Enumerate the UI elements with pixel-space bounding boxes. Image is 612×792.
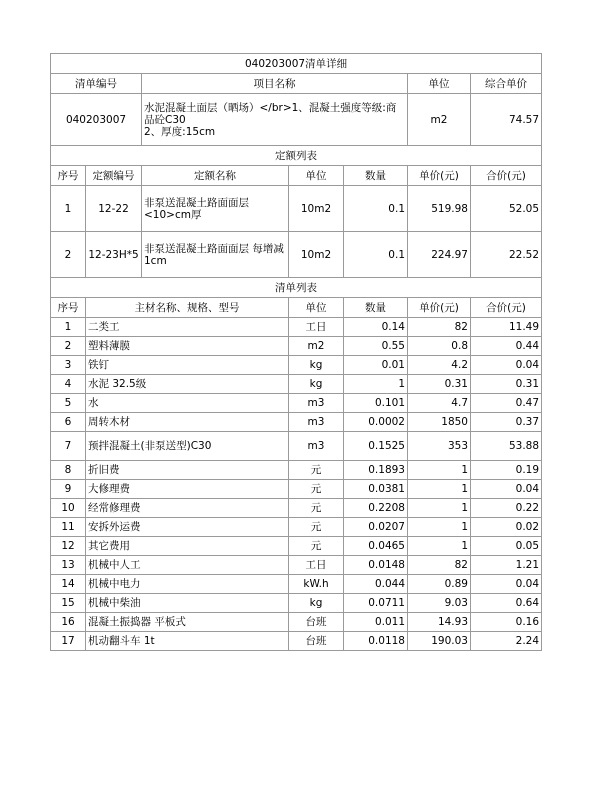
- material-price: 1: [408, 518, 471, 537]
- bill-unit-header: 单位: [408, 74, 471, 94]
- material-total: 0.47: [471, 394, 542, 413]
- quota-price: 224.97: [408, 232, 471, 278]
- quota-unit: 10m2: [289, 232, 344, 278]
- material-row: [51, 413, 542, 432]
- material-price: 4.7: [408, 394, 471, 413]
- material-row: [51, 461, 542, 480]
- quota-unit-header: 单位: [289, 166, 344, 186]
- material-seq: 17: [51, 632, 86, 651]
- material-seq: 14: [51, 575, 86, 594]
- material-qty: 0.101: [344, 394, 408, 413]
- quota-code: 12-22: [86, 186, 142, 232]
- quota-total-header: 合价(元): [471, 166, 542, 186]
- material-qty: 0.01: [344, 356, 408, 375]
- material-seq: 1: [51, 318, 86, 337]
- material-total: 0.05: [471, 537, 542, 556]
- material-qty: 0.14: [344, 318, 408, 337]
- material-price: 1: [408, 480, 471, 499]
- material-total: 11.49: [471, 318, 542, 337]
- table-title: 040203007清单详细: [51, 54, 542, 74]
- material-qty: 0.1893: [344, 461, 408, 480]
- material-name: 安拆外运费: [86, 518, 289, 537]
- material-seq: 2: [51, 337, 86, 356]
- material-unit: m3: [289, 413, 344, 432]
- material-price: 1: [408, 461, 471, 480]
- quota-name: 非泵送混凝土路面面层<10>cm厚: [142, 186, 289, 232]
- material-unit: 台班: [289, 632, 344, 651]
- bill-name-line1: 水泥混凝土面层（晒场）</br>1、混凝土强度等级:商品砼C30: [144, 101, 397, 126]
- material-name: 大修理费: [86, 480, 289, 499]
- material-total: 0.31: [471, 375, 542, 394]
- material-seq: 15: [51, 594, 86, 613]
- quota-qty: 0.1: [344, 186, 408, 232]
- quota-section-title: 定额列表: [51, 146, 542, 166]
- bill-code-header: 清单编号: [51, 74, 142, 94]
- material-qty: 0.1525: [344, 432, 408, 461]
- quota-total: 52.05: [471, 186, 542, 232]
- material-name: 机械中人工: [86, 556, 289, 575]
- material-price: 1850: [408, 413, 471, 432]
- material-seq: 5: [51, 394, 86, 413]
- material-qty: 0.044: [344, 575, 408, 594]
- material-row: [51, 556, 542, 575]
- material-price: 353: [408, 432, 471, 461]
- material-seq: 11: [51, 518, 86, 537]
- material-seq: 7: [51, 432, 86, 461]
- quota-unit: 10m2: [289, 186, 344, 232]
- material-total: 0.44: [471, 337, 542, 356]
- material-row: [51, 594, 542, 613]
- quota-price-header: 单价(元): [408, 166, 471, 186]
- material-qty: 0.0002: [344, 413, 408, 432]
- material-name: 折旧费: [86, 461, 289, 480]
- material-qty: 0.0148: [344, 556, 408, 575]
- material-name: 混凝土振捣器 平板式: [86, 613, 289, 632]
- material-price: 82: [408, 318, 471, 337]
- material-total: 0.64: [471, 594, 542, 613]
- material-name-header: 主材名称、规格、型号: [86, 298, 289, 318]
- material-row: [51, 575, 542, 594]
- material-price: 1: [408, 499, 471, 518]
- material-name: 机动翻斗车 1t: [86, 632, 289, 651]
- material-price: 1: [408, 537, 471, 556]
- material-price: 0.89: [408, 575, 471, 594]
- material-price: 4.2: [408, 356, 471, 375]
- material-name: 机械中电力: [86, 575, 289, 594]
- bill-unit-price: 74.57: [471, 94, 542, 146]
- material-name: 其它费用: [86, 537, 289, 556]
- material-seq: 6: [51, 413, 86, 432]
- quota-total: 22.52: [471, 232, 542, 278]
- quota-row: [51, 186, 542, 232]
- quota-row: [51, 232, 542, 278]
- material-name: 塑料薄膜: [86, 337, 289, 356]
- bill-unit-price-header: 综合单价: [471, 74, 542, 94]
- material-price: 14.93: [408, 613, 471, 632]
- bill-name: [142, 94, 408, 146]
- quota-qty-header: 数量: [344, 166, 408, 186]
- material-qty: 0.55: [344, 337, 408, 356]
- material-name: 水: [86, 394, 289, 413]
- quota-seq-header: 序号: [51, 166, 86, 186]
- material-qty: 0.0381: [344, 480, 408, 499]
- material-total: 0.04: [471, 575, 542, 594]
- material-row: [51, 632, 542, 651]
- material-seq: 3: [51, 356, 86, 375]
- material-unit: 元: [289, 518, 344, 537]
- material-qty: 0.0118: [344, 632, 408, 651]
- material-section-title: 清单列表: [51, 278, 542, 298]
- material-name: 预拌混凝土(非泵送型)C30: [86, 432, 289, 461]
- material-name: 水泥 32.5级: [86, 375, 289, 394]
- material-unit: m2: [289, 337, 344, 356]
- material-unit: m3: [289, 432, 344, 461]
- material-total-header: 合价(元): [471, 298, 542, 318]
- quota-name: 非泵送混凝土路面面层 每增减1cm: [142, 232, 289, 278]
- material-row: [51, 337, 542, 356]
- material-qty: 0.0465: [344, 537, 408, 556]
- material-total: 0.16: [471, 613, 542, 632]
- material-seq: 8: [51, 461, 86, 480]
- material-total: 0.04: [471, 480, 542, 499]
- material-seq: 4: [51, 375, 86, 394]
- material-price: 82: [408, 556, 471, 575]
- material-unit: 元: [289, 537, 344, 556]
- material-name: 经常修理费: [86, 499, 289, 518]
- material-qty: 0.0207: [344, 518, 408, 537]
- bill-code: 040203007: [51, 94, 142, 146]
- quota-code: 12-23H*5: [86, 232, 142, 278]
- material-total: 0.37: [471, 413, 542, 432]
- material-unit-header: 单位: [289, 298, 344, 318]
- material-unit: 工日: [289, 318, 344, 337]
- bill-name-line2: 2、厚度:15cm: [144, 125, 216, 138]
- material-unit: 台班: [289, 613, 344, 632]
- quota-name-header: 定额名称: [142, 166, 289, 186]
- material-price: 0.8: [408, 337, 471, 356]
- material-price-header: 单价(元): [408, 298, 471, 318]
- material-total: 1.21: [471, 556, 542, 575]
- material-total: 0.19: [471, 461, 542, 480]
- material-unit: kg: [289, 356, 344, 375]
- material-price: 190.03: [408, 632, 471, 651]
- material-seq: 16: [51, 613, 86, 632]
- quota-seq: 1: [51, 186, 86, 232]
- material-total: 53.88: [471, 432, 542, 461]
- material-row: [51, 613, 542, 632]
- material-unit: kW.h: [289, 575, 344, 594]
- material-qty: 1: [344, 375, 408, 394]
- material-unit: kg: [289, 375, 344, 394]
- material-row: [51, 518, 542, 537]
- material-seq: 10: [51, 499, 86, 518]
- material-total: 2.24: [471, 632, 542, 651]
- material-row: [51, 375, 542, 394]
- quota-seq: 2: [51, 232, 86, 278]
- quota-price: 519.98: [408, 186, 471, 232]
- material-unit: kg: [289, 594, 344, 613]
- bill-name-header: 项目名称: [142, 74, 408, 94]
- material-seq: 9: [51, 480, 86, 499]
- material-qty: 0.2208: [344, 499, 408, 518]
- material-seq-header: 序号: [51, 298, 86, 318]
- material-name: 周转木材: [86, 413, 289, 432]
- material-price: 0.31: [408, 375, 471, 394]
- material-row: [51, 537, 542, 556]
- material-qty-header: 数量: [344, 298, 408, 318]
- material-qty: 0.0711: [344, 594, 408, 613]
- bill-detail-table: [50, 53, 542, 651]
- material-name: 铁钉: [86, 356, 289, 375]
- material-unit: 工日: [289, 556, 344, 575]
- material-row: [51, 499, 542, 518]
- material-row: [51, 394, 542, 413]
- material-qty: 0.011: [344, 613, 408, 632]
- material-seq: 12: [51, 537, 86, 556]
- material-row: [51, 432, 542, 461]
- material-total: 0.02: [471, 518, 542, 537]
- bill-unit: m2: [408, 94, 471, 146]
- material-unit: m3: [289, 394, 344, 413]
- material-total: 0.22: [471, 499, 542, 518]
- quota-code-header: 定额编号: [86, 166, 142, 186]
- material-row: [51, 356, 542, 375]
- material-name: 二类工: [86, 318, 289, 337]
- material-seq: 13: [51, 556, 86, 575]
- material-unit: 元: [289, 499, 344, 518]
- material-unit: 元: [289, 461, 344, 480]
- material-row: [51, 480, 542, 499]
- material-price: 9.03: [408, 594, 471, 613]
- material-name: 机械中柴油: [86, 594, 289, 613]
- material-row: [51, 318, 542, 337]
- material-total: 0.04: [471, 356, 542, 375]
- quota-qty: 0.1: [344, 232, 408, 278]
- material-unit: 元: [289, 480, 344, 499]
